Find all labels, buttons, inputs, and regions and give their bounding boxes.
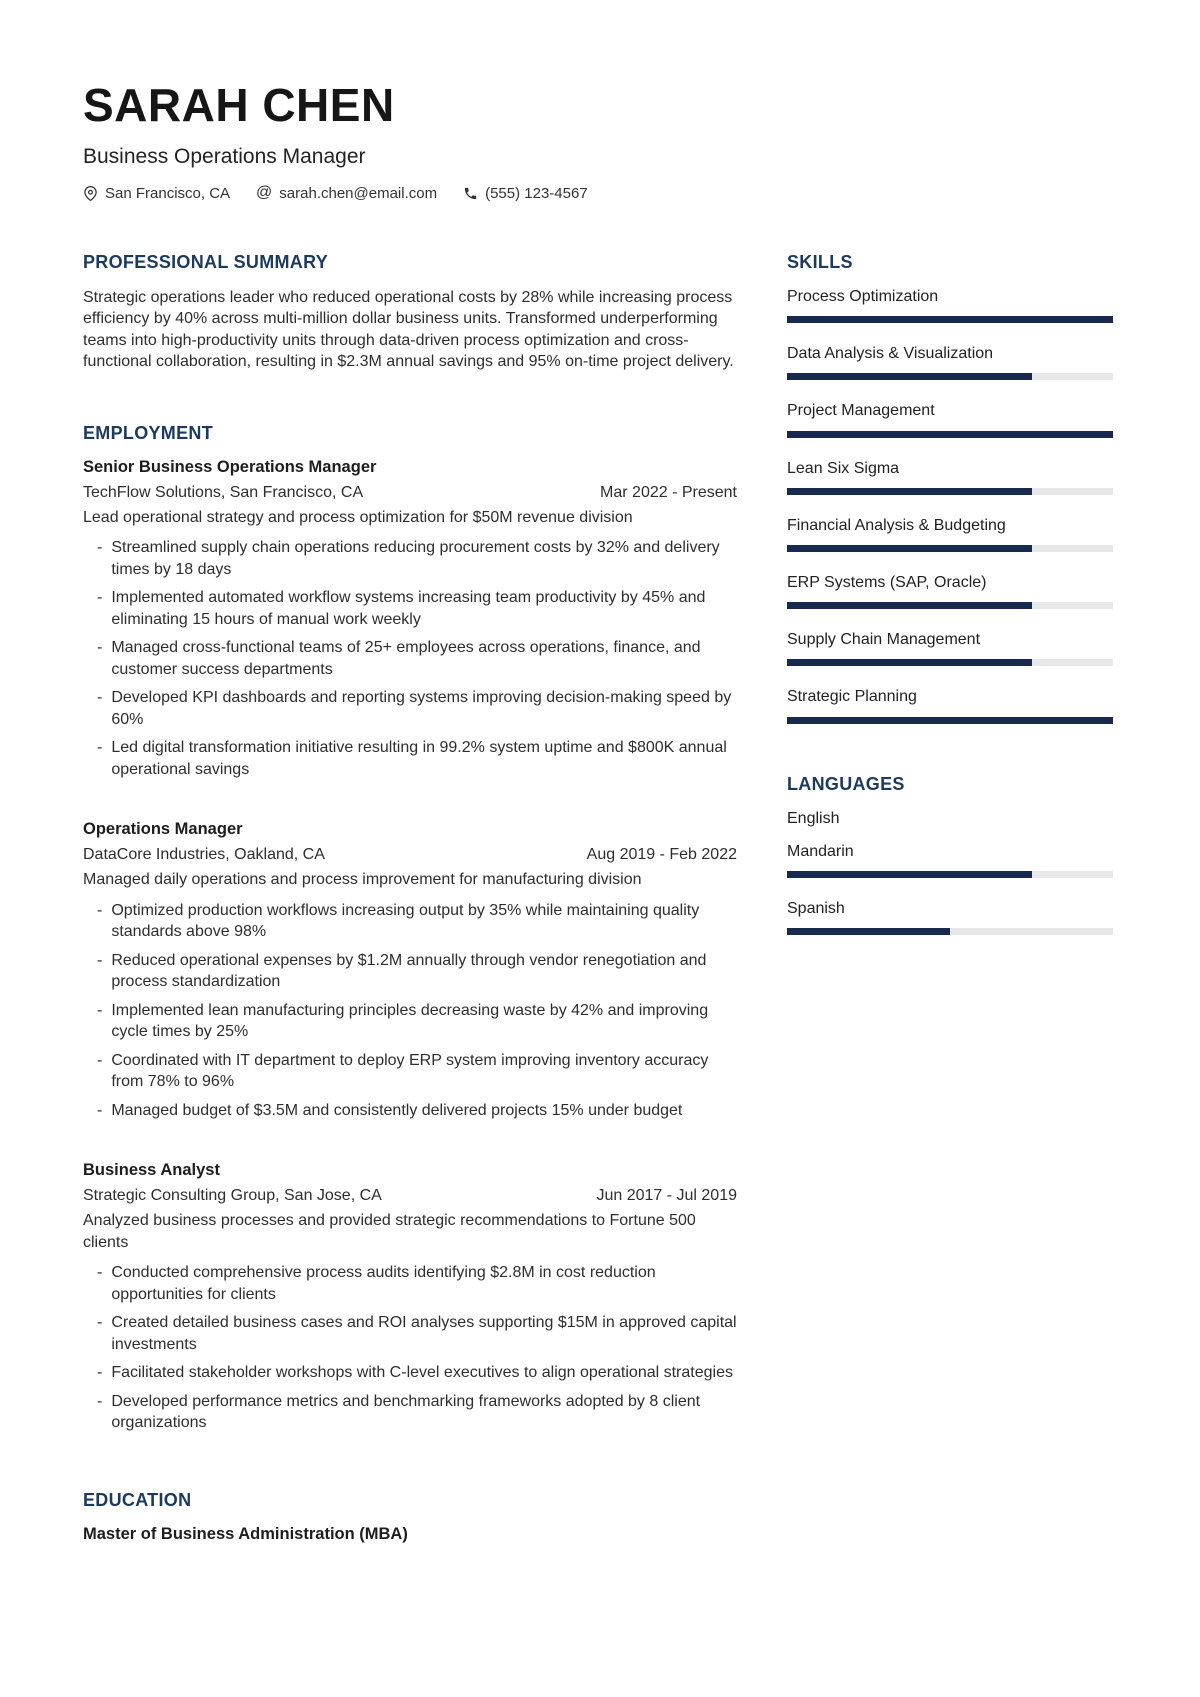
meter-label: Strategic Planning <box>787 688 917 706</box>
job-dates: Mar 2022 - Present <box>600 483 737 501</box>
meter-item <box>787 687 1113 723</box>
bullet-text: Coordinated with IT department to deploy ERP system improving inventory accuracy from 78% to 96% <box>111 1051 709 1091</box>
meter-item <box>787 899 1113 935</box>
meter-fill <box>787 316 1113 323</box>
bullet-text: Managed cross-functional teams of 25+ employees across operations, finance, and customer success departments <box>111 639 701 678</box>
resume-header <box>83 80 737 202</box>
bullet-dash <box>97 1262 102 1305</box>
job-bullet <box>97 737 737 780</box>
bullet-text: Created detailed business cases and ROI analyses supporting $15M in approved capital investments <box>111 1314 737 1353</box>
meter-label: English <box>787 809 840 827</box>
summary-heading: PROFESSIONAL SUMMARY <box>83 251 329 272</box>
job-description: Lead operational strategy and process optimization for $50M revenue division <box>83 508 633 526</box>
bullet-dash <box>97 537 102 580</box>
bullet-dash <box>97 1391 102 1434</box>
job-company: TechFlow Solutions, San Francisco, CA <box>83 483 364 501</box>
job-bullet <box>97 1262 737 1305</box>
employment-section <box>83 423 737 1434</box>
meter-fill <box>787 928 950 935</box>
bullet-text: Implemented lean manufacturing principles decreasing waste by 42% and improving cycle times by 25% <box>111 1001 709 1041</box>
skills-section <box>787 252 1113 724</box>
meter-track <box>787 871 1113 878</box>
job-bullets <box>83 1262 737 1434</box>
job-meta-row <box>83 484 737 502</box>
bullet-dash <box>97 587 102 630</box>
person-name: SARAH CHEN <box>83 79 395 131</box>
bullet-dash <box>97 1362 102 1384</box>
job-company: DataCore Industries, Oakland, CA <box>83 846 325 864</box>
meter-item <box>787 573 1113 609</box>
meter-track <box>787 373 1113 380</box>
meter-item <box>787 842 1113 878</box>
job-bullet <box>97 1391 737 1434</box>
languages-container <box>787 809 1113 936</box>
job-entry <box>83 820 737 1121</box>
job-description: Managed daily operations and process improvement for manufacturing division <box>83 871 642 889</box>
meter-fill <box>787 545 1032 552</box>
meter-track <box>787 316 1113 323</box>
meter-label: Lean Six Sigma <box>787 459 900 477</box>
meter-label: Project Management <box>787 402 935 420</box>
bullet-dash <box>97 1312 102 1355</box>
job-bullet <box>97 537 737 580</box>
bullet-dash <box>97 1000 102 1043</box>
contact-phone <box>463 185 588 202</box>
meter-track <box>787 659 1113 666</box>
meter-label: Spanish <box>787 899 845 917</box>
meter-fill <box>787 373 1032 380</box>
job-entry <box>83 458 737 781</box>
job-meta-row <box>83 1187 737 1205</box>
contact-row <box>83 185 737 202</box>
employment-heading: EMPLOYMENT <box>83 422 214 443</box>
bullet-dash <box>97 1050 102 1093</box>
meter-label: Financial Analysis & Budgeting <box>787 516 1006 534</box>
job-meta-row <box>83 846 737 864</box>
job-company: Strategic Consulting Group, San Jose, CA <box>83 1187 382 1205</box>
meter-fill <box>787 871 1032 878</box>
bullet-text: Optimized production workflows increasing output by 35% while maintaining quality standards above 98% <box>111 901 700 941</box>
meter-fill <box>787 659 1032 666</box>
phone-icon <box>463 186 478 201</box>
main-column <box>83 80 737 1697</box>
job-entry <box>83 1161 737 1434</box>
meter-item <box>787 459 1113 495</box>
contact-email-text: sarah.chen@email.com <box>279 184 438 202</box>
meter-label: Supply Chain Management <box>787 631 981 649</box>
bullet-dash <box>97 1100 102 1122</box>
job-bullet <box>97 1312 737 1355</box>
meter-label: Process Optimization <box>787 288 939 305</box>
summary-text: Strategic operations leader who reduced operational costs by 28% while increasing process efficiency by 40% across multi-million dollar business units. Transformed underperforming teams into high-productivity units through data-driven process optimization and cross-functional collaboration, resulting in $2.3M annual savings and 95% on-time project delivery. <box>83 288 734 371</box>
job-bullets <box>83 537 737 780</box>
meter-fill <box>787 488 1032 495</box>
meter-fill <box>787 602 1032 609</box>
contact-email <box>256 185 437 202</box>
location-pin-icon <box>83 186 98 201</box>
meter-label: ERP Systems (SAP, Oracle) <box>787 573 987 591</box>
bullet-text: Facilitated stakeholder workshops with C-level executives to align operational strategies <box>111 1364 733 1382</box>
at-sign-icon: @ <box>256 184 273 202</box>
job-title: Business Analyst <box>83 1161 220 1180</box>
summary-section <box>83 252 737 373</box>
bullet-text: Managed budget of $3.5M and consistently delivered projects 15% under budget <box>111 1101 683 1119</box>
job-bullet <box>97 1050 737 1093</box>
job-title: Operations Manager <box>83 820 243 839</box>
meter-track <box>787 488 1113 495</box>
education-heading: EDUCATION <box>83 1489 192 1510</box>
bullet-dash <box>97 737 102 780</box>
bullet-text: Streamlined supply chain operations reducing procurement costs by 32% and delivery times by 18 days <box>111 539 720 578</box>
bullet-dash <box>97 900 102 943</box>
contact-location-text: San Francisco, CA <box>105 184 231 202</box>
languages-section <box>787 774 1113 936</box>
meter-fill <box>787 717 1113 724</box>
bullet-dash <box>97 637 102 680</box>
job-dates: Jun 2017 - Jul 2019 <box>596 1187 737 1205</box>
meter-track <box>787 545 1113 552</box>
person-title: Business Operations Manager <box>83 144 366 168</box>
meter-item <box>787 630 1113 666</box>
job-description: Analyzed business processes and provided strategic recommendations to Fortune 500 clients <box>83 1212 696 1251</box>
job-dates: Aug 2019 - Feb 2022 <box>586 846 737 864</box>
skills-container <box>787 287 1113 724</box>
meter-fill <box>787 431 1113 438</box>
meter-item <box>787 344 1113 380</box>
job-bullet <box>97 1000 737 1043</box>
education-section <box>83 1490 737 1544</box>
bullet-text: Reduced operational expenses by $1.2M annually through vendor renegotiation and process standardization <box>111 951 707 991</box>
meter-item <box>787 401 1113 437</box>
skills-heading: SKILLS <box>787 252 853 272</box>
bullet-dash <box>97 687 102 730</box>
jobs-container <box>83 458 737 1434</box>
bullet-text: Conducted comprehensive process audits identifying $2.8M in cost reduction opportunities for clients <box>111 1264 656 1303</box>
job-title: Senior Business Operations Manager <box>83 457 377 476</box>
sidebar-column <box>787 80 1113 1697</box>
meter-track <box>787 928 1113 935</box>
contact-phone-text: (555) 123-4567 <box>485 184 588 202</box>
bullet-text: Led digital transformation initiative resulting in 99.2% system uptime and $800K annual operational savings <box>111 739 727 778</box>
bullet-dash <box>97 950 102 993</box>
job-bullet <box>97 687 737 730</box>
meter-item <box>787 287 1113 323</box>
meter-track <box>787 431 1113 438</box>
job-bullet <box>97 950 737 993</box>
job-bullet <box>97 587 737 630</box>
meter-item <box>787 809 1113 828</box>
job-bullet <box>97 637 737 680</box>
degree-title: Master of Business Administration (MBA) <box>83 1524 408 1543</box>
job-bullet <box>97 1100 737 1122</box>
meter-item <box>787 516 1113 552</box>
bullet-text: Developed performance metrics and benchmarking frameworks adopted by 8 client organizations <box>111 1392 701 1432</box>
meter-track <box>787 602 1113 609</box>
meter-track <box>787 717 1113 724</box>
bullet-text: Developed KPI dashboards and reporting systems improving decision-making speed by 60% <box>111 689 732 728</box>
contact-location <box>83 185 230 202</box>
bullet-text: Implemented automated workflow systems increasing team productivity by 45% and eliminating 15 hours of manual work weekly <box>111 589 706 628</box>
job-bullet <box>97 1362 737 1384</box>
meter-label: Mandarin <box>787 842 854 860</box>
job-bullets <box>83 900 737 1122</box>
languages-heading: LANGUAGES <box>787 773 905 794</box>
meter-label: Data Analysis & Visualization <box>787 345 994 363</box>
job-bullet <box>97 900 737 943</box>
